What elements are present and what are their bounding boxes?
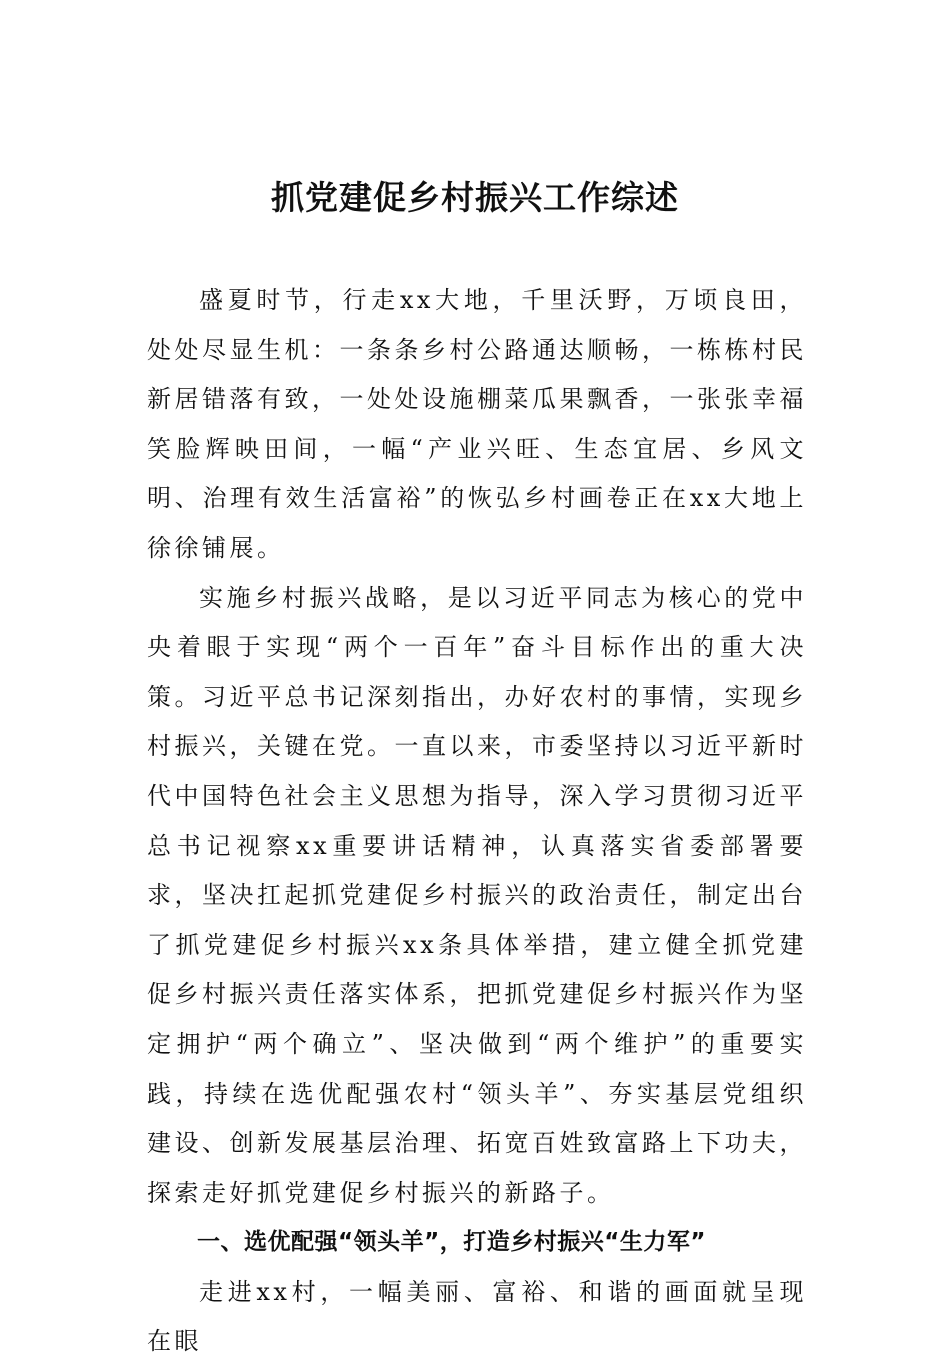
paragraph-intro: 盛夏时节，行走xx大地，千里沃野，万顷良田，处处尽显生机：一条条乡村公路通达顺畅，一栋栋村民新居错落有致，一处处设施棚菜瓜果飘香，一张张幸福笑脸辉映田间，一幅“产业兴旺、生态宜居、乡风文明、治理有效生活富裕”的恢弘乡村画卷正在xx大地上徐徐铺展。: [147, 286, 807, 562]
paragraph-strategy: 实施乡村振兴战略，是以习近平同志为核心的党中央着眼于实现“两个一百年”奋斗目标作出的重大决策。习近平总书记深刻指出，办好农村的事情，实现乡村振兴，关键在党。一直以来，市委坚持以习近平新时代中国特色社会主义思想为指导，深入学习贯彻习近平总书记视察xx重要讲话精神，认真落实省委部署要求，坚决扛起抓党建促乡村振兴的政治责任，制定出台了抓党建促乡村振兴xx条具体举措，建立健全抓党建促乡村振兴责任落实体系，把抓党建促乡村振兴作为坚定拥护“两个确立”、坚决做到“两个维护”的重要实践，持续在选优配强农村“领头羊”、夯实基层党组织建设、创新发展基层治理、拓宽百姓致富路上下功夫，探索走好抓党建促乡村振兴的新路子。: [147, 583, 807, 1207]
document-body: [147, 276, 807, 1367]
document-title: 抓党建促乡村振兴工作综述: [271, 178, 679, 217]
section-paragraph: 走进xx村，一幅美丽、富裕、和谐的画面就呈现在眼: [147, 1277, 807, 1356]
section-heading: 一、选优配强“领头羊”，打造乡村振兴“生力军”: [197, 1229, 706, 1256]
